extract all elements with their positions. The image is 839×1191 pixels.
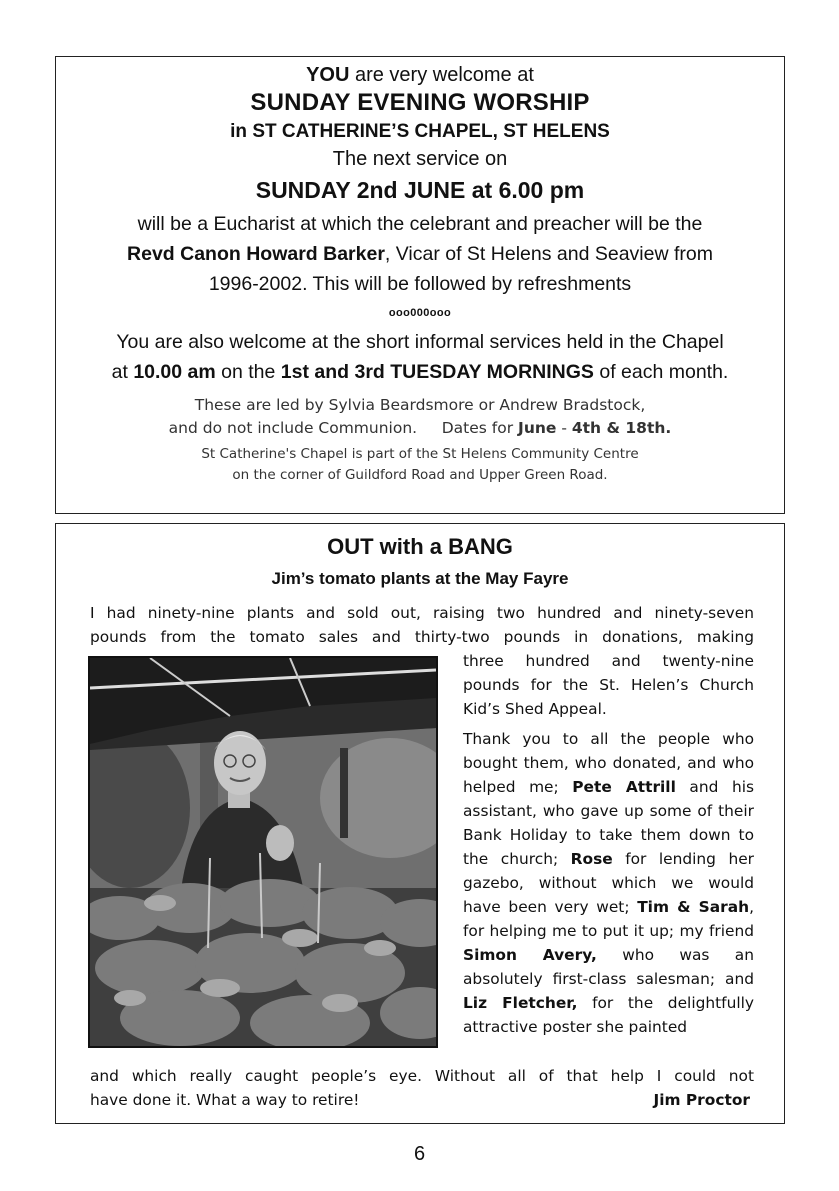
tuesday-line-1: You are also welcome at the short informal services held in the Chapel (116, 331, 724, 353)
description-line-1: will be a Eucharist at which the celebrant and preacher will be the (137, 213, 703, 235)
name-tim-sarah: Tim & Sarah (637, 898, 750, 916)
service-date: SUNDAY 2nd JUNE at 6.00 pm (255, 177, 585, 203)
service-description (56, 209, 784, 299)
photo-illustration (90, 658, 436, 1046)
welcome-text: are very welcome at (349, 64, 534, 86)
article-right-column (463, 649, 754, 1039)
closing-text: have done it. What a way to retire! (90, 1091, 360, 1109)
thanks-text-f: for the delightfully attractive poster she painted (463, 994, 754, 1036)
tuesday-days: 1st and 3rd TUESDAY MORNINGS (280, 361, 594, 383)
dates-values: 4th & 18th. (571, 419, 672, 437)
thanks-text-a: Thank you to all the people who bought them, who donated, and who helped me; (463, 730, 754, 796)
tomato-article-box (55, 523, 785, 1124)
thanks-text-d: , for helping me to put it up; my friend (463, 898, 754, 940)
preacher-name: Revd Canon Howard Barker (127, 243, 385, 265)
leaders-line: These are led by Sylvia Beardsmore or Andrew Bradstock, (194, 396, 646, 414)
dates-month: June (518, 419, 557, 437)
tomato-stall-photo (88, 656, 438, 1048)
chapel-note-line-2: on the corner of Guildford Road and Upper Green Road. (232, 467, 608, 483)
tuesday-time: 10.00 am (133, 361, 216, 383)
worship-heading: SUNDAY EVENING WORSHIP (250, 89, 590, 116)
closing-line-2 (90, 1088, 754, 1112)
thanks-text-c: for lending her gazebo, without which we would have been very wet; (463, 850, 755, 916)
page-number: 6 (413, 1143, 426, 1165)
article-subtitle: Jim’s tomato plants at the May Fayre (271, 569, 569, 588)
article-title: OUT with a BANG (327, 534, 513, 559)
closing-line-1: and which really caught people’s eye. Without all of that help I could not (90, 1067, 754, 1085)
leaders-note (56, 394, 784, 440)
intro-continued: three hundred and twenty-nine pounds for the St. Helen’s Church Kid’s Shed Appeal. (463, 652, 754, 718)
chapel-line: in ST CATHERINE’S CHAPEL, ST HELENS (230, 121, 610, 142)
separator: ooo000ooo (388, 307, 452, 319)
intro-line-2: pounds from the tomato sales and thirty-two pounds in donations, making (90, 628, 754, 646)
chapel-location-note (56, 444, 784, 486)
thanks-text-e: who was an absolutely first-class salesman; and (463, 946, 754, 988)
tuesday-text-b: on the (215, 361, 281, 383)
welcome-line (56, 63, 784, 87)
dates-label: Dates for (441, 419, 519, 437)
intro-line-1: I had ninety-nine plants and sold out, raising two hundred and ninety-seven (90, 604, 754, 622)
worship-notice-box (55, 56, 785, 514)
thanks-text-b: and his assistant, who gave up some of their Bank Holiday to take them down to the church; (463, 778, 754, 868)
chapel-note-line-1: St Catherine's Chapel is part of the St Helens Community Centre (201, 446, 639, 462)
description-line-2: , Vicar of St Helens and Seaview from (384, 243, 713, 265)
tuesday-text-c: of each month. (593, 361, 729, 383)
thanks-paragraph (463, 727, 754, 1039)
author-signature: Jim Proctor (653, 1091, 750, 1109)
name-pete: Pete Attrill (572, 778, 676, 796)
dates-dash: - (556, 419, 572, 437)
tuesday-services (56, 327, 784, 387)
next-service-line: The next service on (332, 148, 508, 170)
name-liz: Liz Fletcher, (463, 994, 578, 1012)
tuesday-text-a: at (111, 361, 134, 383)
description-line-3: 1996-2002. This will be followed by refreshments (208, 273, 632, 295)
you-text: YOU (306, 64, 350, 86)
communion-note: and do not include Communion. (168, 419, 418, 437)
name-simon: Simon Avery, (463, 946, 597, 964)
name-rose: Rose (570, 850, 613, 868)
